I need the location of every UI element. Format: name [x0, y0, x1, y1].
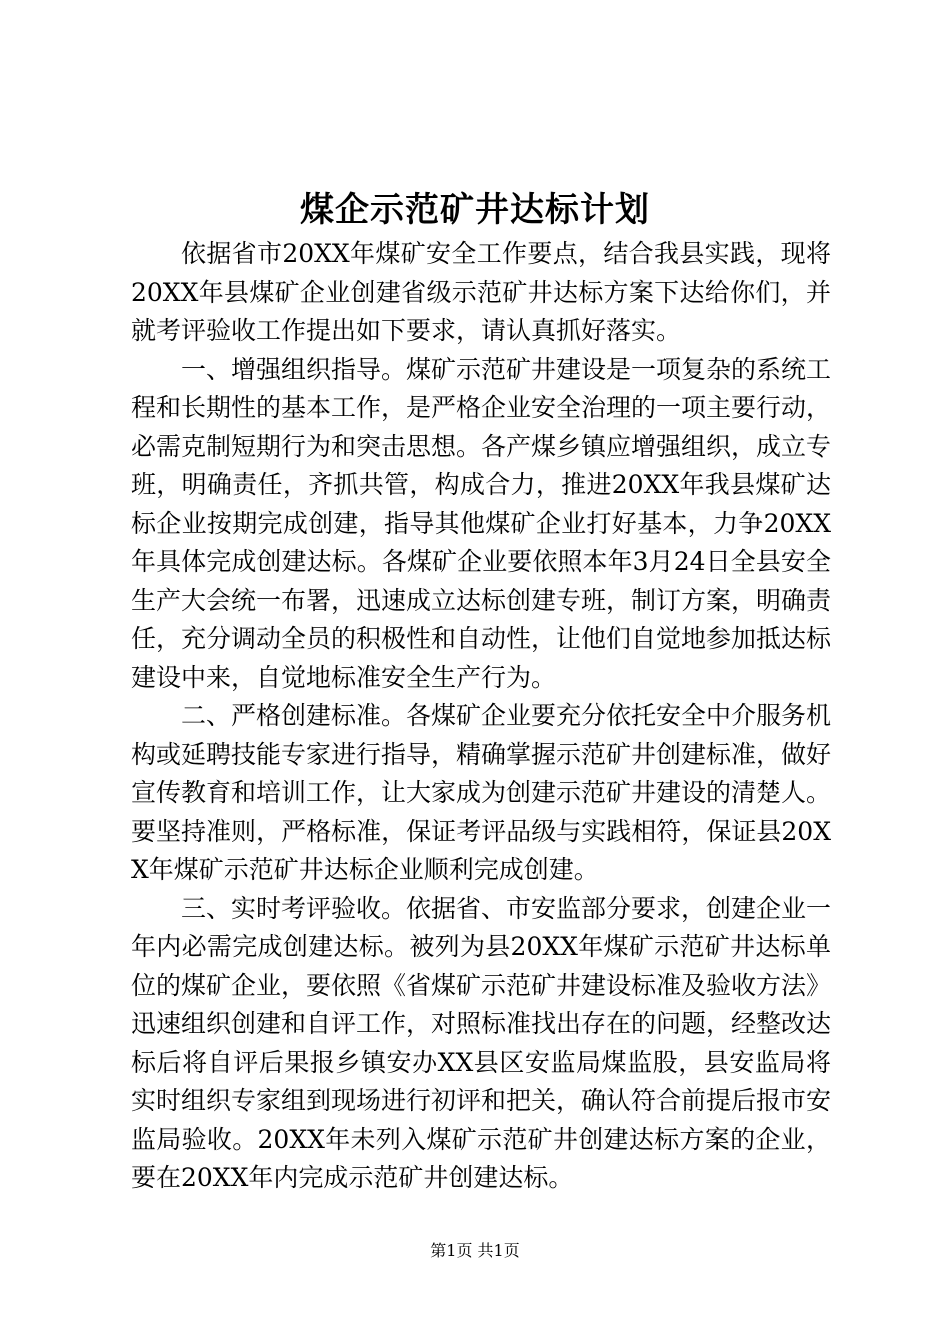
document-body	[131, 235, 831, 1198]
section-1-paragraph: 一、增强组织指导。煤矿示范矿井建设是一项复杂的系统工程和长期性的基本工作，是严格企业安全治理的一项主要行动，必需克制短期行为和突击思想。各产煤乡镇应增强组织，成立专班，明确责任，齐抓共管，构成合力，推进20XX年我县煤矿达标企业按期完成创建，指导其他煤矿企业打好基本，力争20XX年具体完成创建达标。各煤矿企业要依照本年3月24日全县安全生产大会统一布署，迅速成立达标创建专班，制订方案，明确责任，充分调动全员的积极性和自动性，让他们自觉地参加抵达标建设中来，自觉地标准安全生产行为。	[131, 354, 832, 692]
intro-paragraph: 依据省市20XX年煤矿安全工作要点，结合我县实践，现将20XX年县煤矿企业创建省级示范矿井达标方案下达给你们，并就考评验收工作提出如下要求，请认真抓好落实。	[131, 239, 831, 345]
page-footer: 第1页 共1页	[430, 1241, 520, 1260]
section-3-paragraph: 三、实时考评验收。依据省、市安监部分要求，创建企业一年内必需完成创建达标。被列为县20XX年煤矿示范矿井达标单位的煤矿企业，要依照《省煤矿示范矿井建设标准及验收方法》迅速组织创建和自评工作，对照标准找出存在的问题，经整改达标后将自评后果报乡镇安办XX县区安监局煤监股，县安监局将实时组织专家组到现场进行初评和把关，确认符合前提后报市安监局验收。20XX年未列入煤矿示范矿井创建达标方案的企业，要在20XX年内完成示范矿井创建达标。	[131, 893, 832, 1192]
section-2-paragraph: 二、严格创建标准。各煤矿企业要充分依托安全中介服务机构或延聘技能专家进行指导，精确掌握示范矿井创建标准，做好宣传教育和培训工作，让大家成为创建示范矿井建设的清楚人。要坚持准则，严格标准，保证考评品级与实践相符，保证县20XX年煤矿示范矿井达标企业顺利完成创建。	[131, 701, 832, 884]
document-title: 煤企示范矿井达标计划	[300, 190, 650, 230]
